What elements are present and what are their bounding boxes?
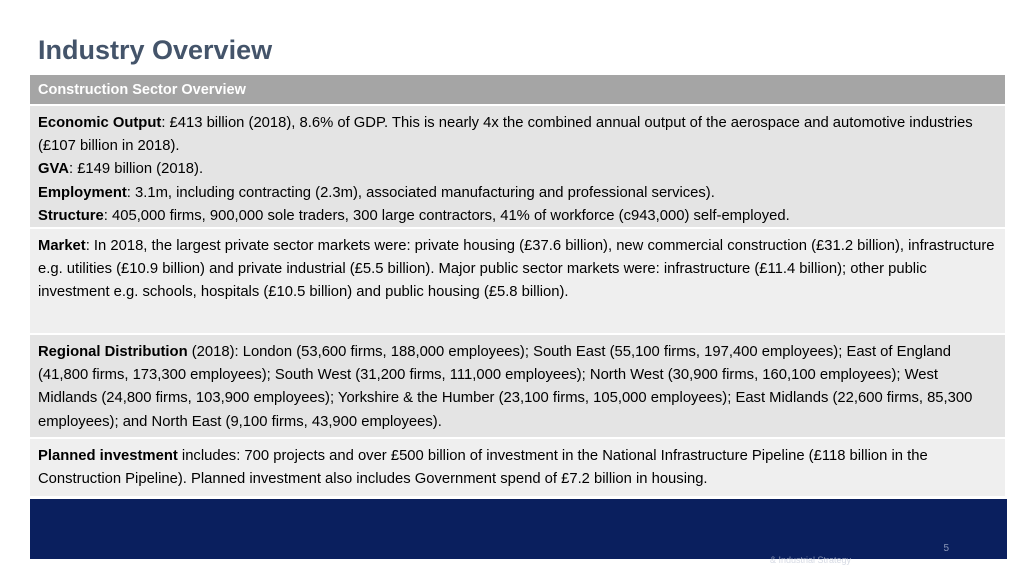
employment-text: : 3.1m, including contracting (2.3m), associated manufacturing and professional services).: [126, 184, 715, 201]
market-label: Market: [38, 238, 86, 254]
table-header: Construction Sector Overview: [30, 75, 1005, 106]
footer-ghost-text: & Industrial Strategy: [770, 555, 852, 565]
table-row-market: [30, 229, 1005, 335]
market-text: : In 2018, the largest private sector markets were: private housing (£37.6 billion), new commercial construction (£31.2 billion), infrastructure e.g. utilities (£10.9 billion) and private industrial (£5.5 billion). Major public sector markets were: infrastructure (£11.4 billion); other public investment e.g. schools, hospitals (£10.5 billion) and public housing (£5.8 billion).: [38, 238, 995, 301]
structure-line: [38, 205, 995, 228]
table-row-economic-output: [30, 106, 1005, 229]
gva-line: [38, 158, 995, 181]
economic-output-text: : £413 billion (2018), 8.6% of GDP. This is nearly 4x the combined annual output of the aerospace and automotive industries (£107 billion in 2018).: [38, 115, 973, 155]
page-number: 5: [943, 543, 949, 554]
structure-label: Structure: [38, 207, 104, 224]
table-row-regional-distribution: [30, 335, 1005, 439]
employment-line: [38, 182, 995, 205]
structure-text: : 405,000 firms, 900,000 sole traders, 300 large contractors, 41% of workforce (c943,000) self-employed.: [103, 207, 790, 224]
table-row-planned-investment: [30, 439, 1005, 498]
gva-label: GVA: [38, 161, 69, 178]
economic-output-label: Economic Output: [38, 115, 162, 131]
regional-distribution-text: (2018): London (53,600 firms, 188,000 employees); South East (55,100 firms, 197,400 employees); East of England (41,800 firms, 173,300 employees); South West (31,200 firms, 111,000 employees); North West (30,900 firms, 160,100 employees); West Midlands (24,800 firms, 103,900 employees); Yorkshire & the Humber (23,100 firms, 105,000 employees); East Midlands (22,600 firms, 85,300 employees); and North East (9,100 firms, 43,900 employees).: [38, 344, 973, 430]
footer-band: [30, 499, 1007, 559]
page-title: Industry Overview: [38, 35, 273, 65]
planned-investment-label: Planned investment: [38, 448, 178, 464]
planned-investment-line: [38, 445, 995, 491]
planned-investment-text: includes: 700 projects and over £500 billion of investment in the National Infrastructure Pipeline (£118 billion in the Construction Pipeline). Planned investment also includes Government spend of £7.2 billion in housing.: [38, 448, 928, 488]
market-line: [38, 235, 995, 305]
regional-distribution-label: Regional Distribution: [38, 344, 188, 360]
construction-overview-table: [30, 75, 1005, 498]
gva-text: : £149 billion (2018).: [68, 161, 204, 178]
regional-distribution-line: [38, 341, 995, 434]
employment-label: Employment: [38, 184, 127, 201]
economic-output-line: [38, 112, 995, 158]
